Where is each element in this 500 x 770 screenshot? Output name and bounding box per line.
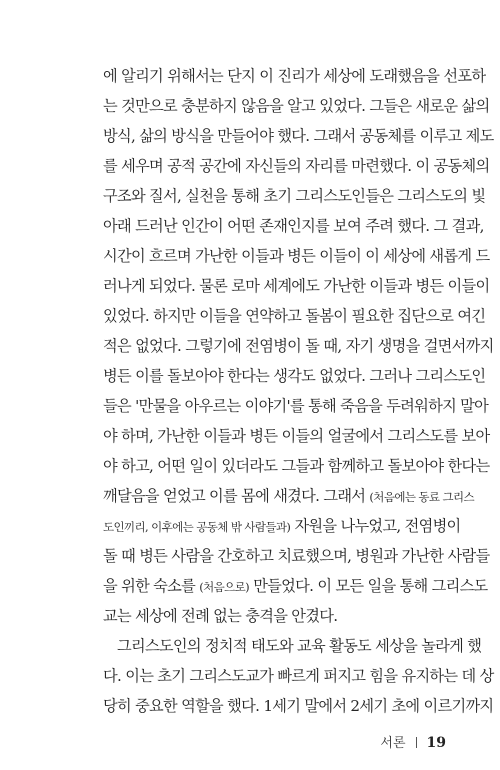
page-footer [380, 733, 446, 753]
text-line [103, 571, 488, 601]
text-line: 는 것만으로 충분하지 않음을 알고 있었다. 그들은 새로운 삶의 [103, 97, 490, 115]
text-line: 아래 드러난 인간이 어떤 존재인지를 보여 주려 했다. 그 결과, [103, 217, 484, 235]
text-line: 돌 때 병든 사람을 간호하고 치료했으며, 병원과 가난한 사람들 [103, 547, 490, 565]
text-segment: 만들었다. 이 모든 일을 통해 그리스도 [253, 577, 488, 595]
text-line: 러나게 되었다. 물론 로마 세계에도 가난한 이들과 병든 이들이 [103, 277, 490, 295]
text-segment: 을 위한 숙소를 [103, 577, 196, 595]
text-segment: 깨달음을 얻었고 이를 몸에 새겼다. 그래서 [103, 487, 366, 505]
page-number: 19 [426, 735, 446, 751]
text-line [103, 481, 474, 511]
text-line [103, 511, 461, 541]
text-line: 를 세우며 공적 공간에 자신들의 자리를 마련했다. 이 공동체의 [103, 157, 490, 175]
text-line: 야 하며, 가난한 이들과 병든 이들의 얼굴에서 그리스도를 보아 [103, 427, 490, 445]
paragraph-end-line: 교는 세상에 전례 없는 충격을 안겼다. [103, 607, 338, 625]
text-line: 들은 '만물을 아우르는 이야기'를 통해 죽음을 두려워하지 말아 [103, 397, 489, 415]
text-line: 그리스도인의 정치적 태도와 교육 활동도 세상을 놀라게 했 [117, 637, 482, 655]
parenthetical-note: (처음에는 동료 그리스 [369, 490, 474, 504]
footer-divider [416, 737, 417, 748]
text-line: 방식, 삶의 방식을 만들어야 했다. 그래서 공동체를 이루고 제도 [103, 127, 494, 145]
parenthetical-note: 도인끼리, 이후에는 공동체 밖 사람들과) [103, 520, 291, 534]
text-line: 시간이 흐르며 가난한 이들과 병든 이들이 이 세상에 새롭게 드 [103, 247, 490, 265]
text-line: 있었다. 하지만 이들을 연약하고 돌봄이 필요한 집단으로 여긴 [103, 307, 486, 325]
text-line: 적은 없었다. 그렇기에 전염병이 돌 때, 자기 생명을 걸면서까지 [103, 337, 494, 355]
text-line: 병든 이를 돌보아야 한다는 생각도 없었다. 그러나 그리스도인 [103, 367, 486, 385]
text-line: 다. 이는 초기 그리스도교가 빠르게 퍼지고 힘을 유지하는 데 상 [103, 667, 494, 685]
text-line: 당히 중요한 역할을 했다. 1세기 말에서 2세기 초에 이르기까지 [103, 697, 494, 715]
text-segment: 자원을 나누었고, 전염병이 [290, 517, 461, 535]
text-line: 구조와 질서, 실천을 통해 초기 그리스도인들은 그리스도의 빛 [103, 187, 486, 205]
running-section-title: 서론 [380, 736, 406, 751]
text-line: 야 하고, 어떤 일이 있더라도 그들과 함께하고 돌보아야 한다는 [103, 457, 490, 475]
text-line: 에 알리기 위해서는 단지 이 진리가 세상에 도래했음을 선포하 [103, 67, 486, 85]
parenthetical-note: (처음으로) [199, 580, 250, 594]
